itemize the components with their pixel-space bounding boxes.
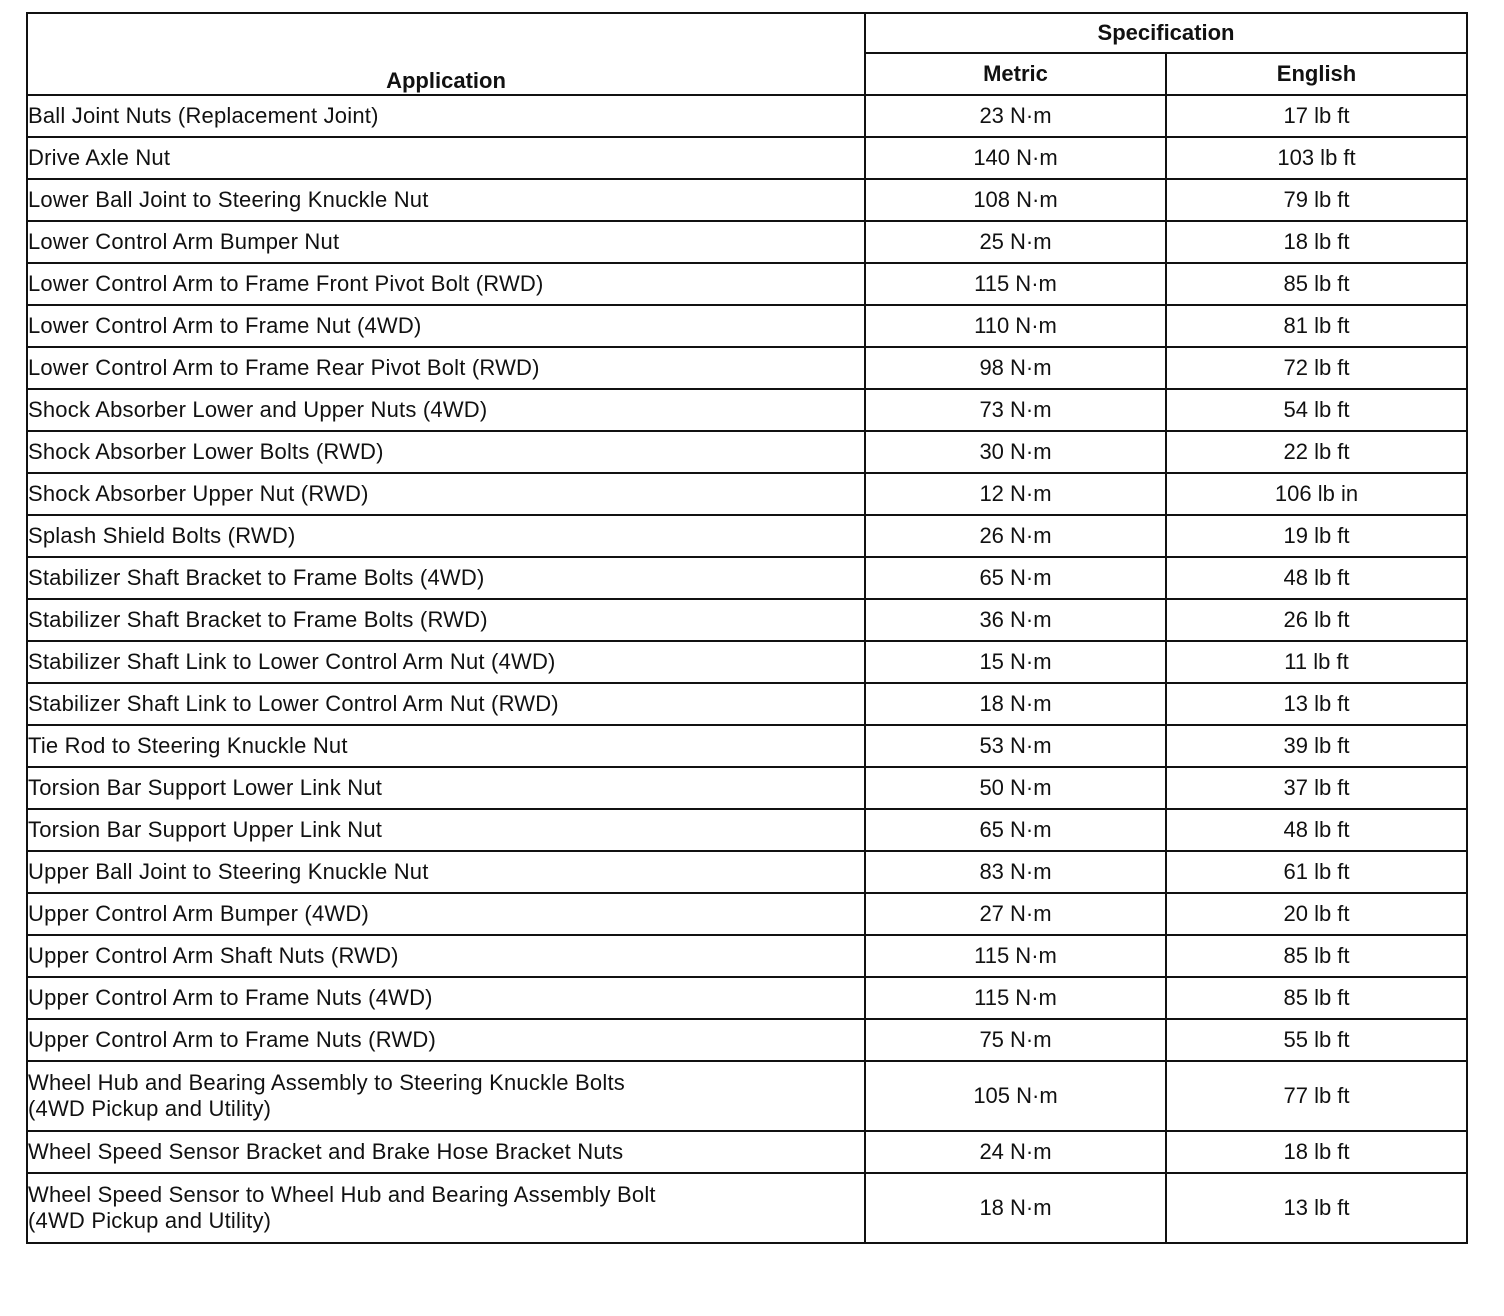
table-row [27,473,1467,515]
application-cell: Upper Ball Joint to Steering Knuckle Nut [27,851,865,893]
metric-value-cell: 24 N·m [865,1131,1166,1173]
metric-value-cell: 98 N·m [865,347,1166,389]
application-cell: Shock Absorber Upper Nut (RWD) [27,473,865,515]
metric-value-cell: 36 N·m [865,599,1166,641]
english-value-cell: 55 lb ft [1166,1019,1467,1061]
table-row [27,725,1467,767]
metric-value-cell: 27 N·m [865,893,1166,935]
application-cell: Lower Control Arm to Frame Front Pivot Bolt (RWD) [27,263,865,305]
application-cell: Upper Control Arm Shaft Nuts (RWD) [27,935,865,977]
metric-value-cell: 75 N·m [865,1019,1166,1061]
english-value-cell: 48 lb ft [1166,557,1467,599]
metric-value-cell: 73 N·m [865,389,1166,431]
application-cell: Stabilizer Shaft Link to Lower Control Arm Nut (RWD) [27,683,865,725]
application-cell: Torsion Bar Support Upper Link Nut [27,809,865,851]
english-value-cell: 85 lb ft [1166,935,1467,977]
metric-value-cell: 115 N·m [865,977,1166,1019]
table-row [27,431,1467,473]
application-cell: Shock Absorber Lower and Upper Nuts (4WD) [27,389,865,431]
english-value-cell: 79 lb ft [1166,179,1467,221]
english-value-cell: 81 lb ft [1166,305,1467,347]
metric-value-cell: 50 N·m [865,767,1166,809]
application-cell: Torsion Bar Support Lower Link Nut [27,767,865,809]
table-row [27,137,1467,179]
table-row [27,263,1467,305]
application-cell: Stabilizer Shaft Bracket to Frame Bolts (RWD) [27,599,865,641]
table-row [27,599,1467,641]
english-value-cell: 18 lb ft [1166,221,1467,263]
metric-value-cell: 26 N·m [865,515,1166,557]
application-cell: Wheel Speed Sensor to Wheel Hub and Bearing Assembly Bolt (4WD Pickup and Utility) [27,1173,865,1243]
english-value-cell: 22 lb ft [1166,431,1467,473]
english-value-cell: 85 lb ft [1166,263,1467,305]
application-cell: Stabilizer Shaft Bracket to Frame Bolts (4WD) [27,557,865,599]
table-row [27,641,1467,683]
application-cell: Wheel Speed Sensor Bracket and Brake Hose Bracket Nuts [27,1131,865,1173]
english-value-cell: 17 lb ft [1166,95,1467,137]
metric-value-cell: 30 N·m [865,431,1166,473]
torque-spec-table [26,12,1468,1244]
metric-value-cell: 108 N·m [865,179,1166,221]
english-value-cell: 26 lb ft [1166,599,1467,641]
table-row [27,305,1467,347]
metric-value-cell: 12 N·m [865,473,1166,515]
metric-value-cell: 65 N·m [865,809,1166,851]
english-value-cell: 54 lb ft [1166,389,1467,431]
application-cell: Upper Control Arm Bumper (4WD) [27,893,865,935]
metric-value-cell: 23 N·m [865,95,1166,137]
application-cell: Lower Control Arm Bumper Nut [27,221,865,263]
english-value-cell: 37 lb ft [1166,767,1467,809]
english-value-cell: 39 lb ft [1166,725,1467,767]
application-cell: Drive Axle Nut [27,137,865,179]
application-cell: Shock Absorber Lower Bolts (RWD) [27,431,865,473]
table-row [27,1173,1467,1243]
english-value-cell: 18 lb ft [1166,1131,1467,1173]
english-value-cell: 106 lb in [1166,473,1467,515]
english-value-cell: 77 lb ft [1166,1061,1467,1131]
metric-value-cell: 110 N·m [865,305,1166,347]
application-cell: Ball Joint Nuts (Replacement Joint) [27,95,865,137]
application-cell: Tie Rod to Steering Knuckle Nut [27,725,865,767]
english-value-cell: 13 lb ft [1166,683,1467,725]
english-value-cell: 85 lb ft [1166,977,1467,1019]
table-header [27,13,1467,95]
table-row [27,179,1467,221]
english-value-cell: 72 lb ft [1166,347,1467,389]
specification-header: Specification [865,13,1467,53]
application-cell: Lower Control Arm to Frame Nut (4WD) [27,305,865,347]
application-cell: Wheel Hub and Bearing Assembly to Steering Knuckle Bolts (4WD Pickup and Utility) [27,1061,865,1131]
english-value-cell: 103 lb ft [1166,137,1467,179]
table-row [27,809,1467,851]
english-value-cell: 19 lb ft [1166,515,1467,557]
metric-value-cell: 25 N·m [865,221,1166,263]
application-cell: Upper Control Arm to Frame Nuts (4WD) [27,977,865,1019]
table-row [27,1131,1467,1173]
metric-value-cell: 105 N·m [865,1061,1166,1131]
table-body [27,95,1467,1243]
table-row [27,851,1467,893]
table-row [27,515,1467,557]
english-value-cell: 48 lb ft [1166,809,1467,851]
table-row [27,557,1467,599]
table-row [27,221,1467,263]
table-row [27,683,1467,725]
table-row [27,893,1467,935]
english-value-cell: 11 lb ft [1166,641,1467,683]
table-row [27,1061,1467,1131]
english-header: English [1166,53,1467,95]
metric-value-cell: 115 N·m [865,263,1166,305]
application-cell: Lower Control Arm to Frame Rear Pivot Bolt (RWD) [27,347,865,389]
application-header: Application [27,13,865,95]
english-value-cell: 13 lb ft [1166,1173,1467,1243]
metric-value-cell: 18 N·m [865,1173,1166,1243]
metric-value-cell: 53 N·m [865,725,1166,767]
application-cell: Lower Ball Joint to Steering Knuckle Nut [27,179,865,221]
metric-header: Metric [865,53,1166,95]
english-value-cell: 20 lb ft [1166,893,1467,935]
application-cell: Upper Control Arm to Frame Nuts (RWD) [27,1019,865,1061]
table-row [27,1019,1467,1061]
metric-value-cell: 65 N·m [865,557,1166,599]
table-row [27,977,1467,1019]
metric-value-cell: 15 N·m [865,641,1166,683]
english-value-cell: 61 lb ft [1166,851,1467,893]
table-row [27,935,1467,977]
metric-value-cell: 115 N·m [865,935,1166,977]
metric-value-cell: 140 N·m [865,137,1166,179]
header-row-top [27,13,1467,53]
application-cell: Splash Shield Bolts (RWD) [27,515,865,557]
table-row [27,347,1467,389]
table-row [27,767,1467,809]
application-cell: Stabilizer Shaft Link to Lower Control Arm Nut (4WD) [27,641,865,683]
table-row [27,389,1467,431]
metric-value-cell: 18 N·m [865,683,1166,725]
table-row [27,95,1467,137]
metric-value-cell: 83 N·m [865,851,1166,893]
